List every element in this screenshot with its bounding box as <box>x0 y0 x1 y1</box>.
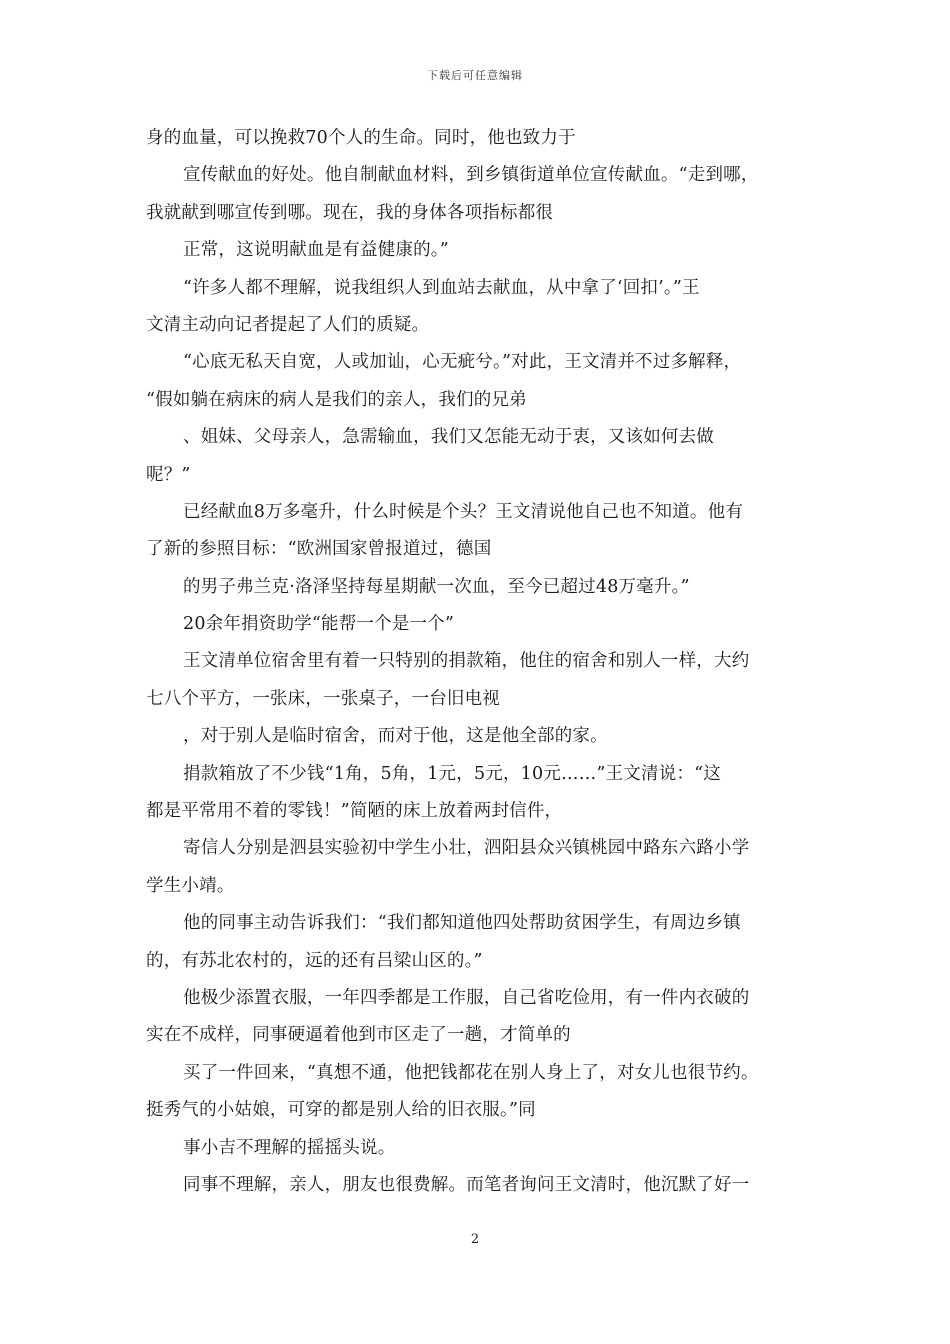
text-line: 实在不成样，同事硬逼着他到市区走了一趟，才简单的 <box>146 1025 571 1046</box>
body-text <box>146 120 816 1204</box>
text-line: 他极少添置衣服，一年四季都是工作服，自己省吃俭用，有一件内衣破的 <box>183 987 750 1008</box>
text-line: 身的血量，可以挽救70个人的生命。同时，他也致力于 <box>146 128 576 148</box>
text-line: 学生小靖。 <box>146 875 235 896</box>
text-line: 我就献到哪宣传到哪。现在，我的身体各项指标都很 <box>146 202 554 223</box>
text-line: 寄信人分别是泗县实验初中学生小壮，泗阳县众兴镇桃园中路东六路小学 <box>183 838 750 859</box>
text-line: “假如躺在病床的病人是我们的亲人，我们的兄弟 <box>146 389 527 410</box>
text-line: 事小吉不理解的摇摇头说。 <box>183 1137 396 1158</box>
page-header: 下载后可任意编辑 <box>427 69 523 82</box>
text-line: 文清主动向记者提起了人们的质疑。 <box>146 314 430 335</box>
text-line: 都是平常用不着的零钱！”简陋的床上放着两封信件， <box>146 801 563 822</box>
text-line: 正常，这说明献血是有益健康的。” <box>183 240 449 261</box>
text-line: 捐款箱放了不少钱“1角，5角，1元，5元，10元……”王文清说：“这 <box>183 763 721 784</box>
text-line: 了新的参照目标：“欧洲国家曾报道过，德国 <box>146 539 492 560</box>
text-line: 已经献血8万多毫升，什么时候是个头？王文清说他自己也不知道。他有 <box>183 501 744 522</box>
text-line: ，对于别人是临时宿舍，而对于他，这是他全部的家。 <box>183 726 608 747</box>
section-heading: 20余年捐资助学“能帮一个是一个” <box>183 614 455 635</box>
text-line: 买了一件回来，“真想不通，他把钱都花在别人身上了，对女儿也很节约。 <box>183 1062 759 1083</box>
text-line: 的，有苏北农村的，远的还有吕梁山区的。” <box>146 950 483 971</box>
text-line: 挺秀气的小姑娘，可穿的都是别人给的旧衣服。”同 <box>146 1100 536 1121</box>
text-line: 宣传献血的好处。他自制献血材料，到乡镇街道单位宣传献血。“走到哪， <box>183 165 759 186</box>
text-line: 、姐妹、父母亲人，急需输血，我们又怎能无动于衷，又该如何去做 <box>183 427 714 448</box>
text-line: “心底无私天自宽，人或加讪，心无疵兮。”对此，王文清并不过多解释， <box>183 352 742 373</box>
text-line: 呢？” <box>146 464 191 485</box>
text-line: 的男子弗兰克·洛泽坚持每星期献一次血，至今已超过48万毫升。” <box>183 576 690 597</box>
page-number: 2 <box>470 1232 480 1247</box>
text-line: 七八个平方，一张床，一张桌子，一台旧电视 <box>146 688 500 709</box>
text-line: 同事不理解，亲人，朋友也很费解。而笔者询问王文清时，他沉默了好一 <box>183 1174 750 1195</box>
text-line: “许多人都不理解，说我组织人到血站去献血，从中拿了‘回扣’。”王 <box>183 277 700 298</box>
text-line: 王文清单位宿舍里有着一只特别的捐款箱，他住的宿舍和别人一样，大约 <box>183 651 750 672</box>
text-line: 他的同事主动告诉我们：“我们都知道他四处帮助贫困学生，有周边乡镇 <box>183 913 741 934</box>
